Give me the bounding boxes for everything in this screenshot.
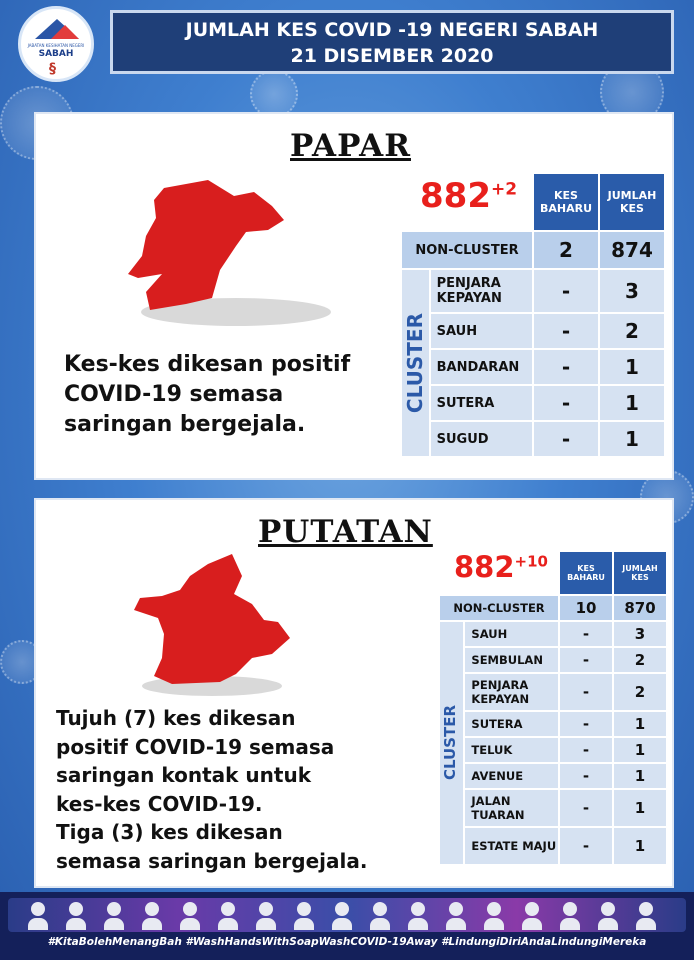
cluster-name: SAUH xyxy=(465,622,558,646)
table-row xyxy=(402,422,664,456)
cluster-total: 1 xyxy=(614,790,666,826)
table-row xyxy=(440,674,666,710)
non-cluster-total: 870 xyxy=(614,596,666,620)
table-row xyxy=(440,828,666,864)
cluster-new: - xyxy=(560,648,612,672)
person-icon xyxy=(598,902,618,930)
putatan-desc-line: semasa saringan bergejala. xyxy=(56,848,368,873)
cluster-name: TELUK xyxy=(465,738,558,762)
cluster-total: 1 xyxy=(600,422,664,456)
cluster-new: - xyxy=(534,350,598,384)
papar-desc-line: COVID-19 semasa xyxy=(64,382,284,407)
non-cluster-new: 10 xyxy=(560,596,612,620)
table-row xyxy=(402,350,664,384)
cluster-total: 2 xyxy=(600,314,664,348)
cluster-name: ESTATE MAJU xyxy=(465,828,558,864)
putatan-total-delta: +10 xyxy=(514,552,548,571)
person-icon xyxy=(484,902,504,930)
cluster-total: 1 xyxy=(614,738,666,762)
papar-total-value: 882 xyxy=(420,176,491,216)
cluster-total: 1 xyxy=(614,712,666,736)
cluster-new: - xyxy=(560,622,612,646)
cluster-total: 3 xyxy=(600,270,664,312)
person-icon xyxy=(636,902,656,930)
person-icon xyxy=(560,902,580,930)
putatan-panel xyxy=(34,498,674,888)
cluster-name: PENJARA KEPAYAN xyxy=(431,270,532,312)
cluster-label: CLUSTER xyxy=(403,312,427,414)
table-row xyxy=(440,790,666,826)
person-icon xyxy=(142,902,162,930)
non-cluster-total: 874 xyxy=(600,232,664,268)
table-row xyxy=(402,314,664,348)
non-cluster-new: 2 xyxy=(534,232,598,268)
putatan-desc-line: positif COVID-19 semasa xyxy=(56,734,335,759)
cluster-new: - xyxy=(560,712,612,736)
person-icon xyxy=(294,902,314,930)
cluster-total: 2 xyxy=(614,674,666,710)
cluster-total: 2 xyxy=(614,648,666,672)
header-date: 21 DISEMBER 2020 xyxy=(290,45,494,67)
person-icon xyxy=(332,902,352,930)
cluster-new: - xyxy=(534,386,598,420)
cluster-name: BANDARAN xyxy=(431,350,532,384)
cluster-label: CLUSTER xyxy=(441,705,459,781)
cluster-name: PENJARA KEPAYAN xyxy=(465,674,558,710)
person-icon xyxy=(370,902,390,930)
person-icon xyxy=(66,902,86,930)
putatan-total-value: 882 xyxy=(454,550,515,584)
table-row xyxy=(440,622,666,646)
putatan-title: PUTATAN xyxy=(258,514,433,550)
cluster-new: - xyxy=(534,270,598,312)
col-kes-baharu: KES BAHARU xyxy=(560,552,612,594)
cluster-new: - xyxy=(560,674,612,710)
header-title: JUMLAH KES COVID -19 NEGERI SABAH xyxy=(185,19,599,41)
cluster-total: 1 xyxy=(600,386,664,420)
footer-hashtags: #KitaBolehMenangBah #WashHandsWithSoapWashCOVID-19Away #LindungiDiriAndaLindungiMereka xyxy=(47,936,647,948)
table-row xyxy=(402,386,664,420)
col-kes-baharu: KES BAHARU xyxy=(534,174,598,230)
putatan-desc-line: saringan kontak untuk xyxy=(56,763,312,787)
logo-small-text: JABATAN KESIHATAN NEGERI xyxy=(27,43,85,48)
cluster-total: 1 xyxy=(614,764,666,788)
papar-title: PAPAR xyxy=(290,128,411,164)
cluster-new: - xyxy=(560,790,612,826)
cluster-name: SUTERA xyxy=(465,712,558,736)
cluster-name: AVENUE xyxy=(465,764,558,788)
table-row xyxy=(440,596,666,620)
logo-name: SABAH xyxy=(38,49,74,59)
papar-map-icon xyxy=(116,174,336,334)
non-cluster-label: NON-CLUSTER xyxy=(402,232,532,268)
cluster-new: - xyxy=(560,764,612,788)
person-icon xyxy=(28,902,48,930)
cluster-new: - xyxy=(534,314,598,348)
virus-decoration xyxy=(250,70,298,118)
putatan-desc-line: Tujuh (7) kes dikesan xyxy=(56,706,296,730)
table-row xyxy=(402,270,664,312)
cluster-name: SUTERA xyxy=(431,386,532,420)
logo-swish-icon: § xyxy=(49,61,56,77)
table-row xyxy=(440,648,666,672)
non-cluster-label: NON-CLUSTER xyxy=(440,596,558,620)
cluster-name: JALAN TUARAN xyxy=(465,790,558,826)
papar-desc-line: saringan bergejala. xyxy=(64,412,306,437)
putatan-case-table xyxy=(438,550,668,866)
putatan-description xyxy=(56,704,367,875)
papar-total-delta: +2 xyxy=(490,179,518,200)
person-icon xyxy=(408,902,428,930)
table-row xyxy=(402,232,664,268)
cluster-name: SAUH xyxy=(431,314,532,348)
cluster-total: 1 xyxy=(600,350,664,384)
cluster-total: 1 xyxy=(614,828,666,864)
person-icon xyxy=(180,902,200,930)
col-jumlah-kes: JUMLAH KES xyxy=(600,174,664,230)
table-row xyxy=(440,738,666,762)
papar-desc-line: Kes-kes dikesan positif xyxy=(64,352,351,377)
cluster-new: - xyxy=(534,422,598,456)
page-header xyxy=(110,10,674,74)
cluster-total: 3 xyxy=(614,622,666,646)
person-icon xyxy=(446,902,466,930)
papar-panel xyxy=(34,112,674,480)
putatan-map-icon xyxy=(132,550,312,700)
table-row xyxy=(440,712,666,736)
papar-description xyxy=(64,350,350,440)
cluster-name: SUGUD xyxy=(431,422,532,456)
cluster-new: - xyxy=(560,828,612,864)
cluster-name: SEMBULAN xyxy=(465,648,558,672)
frontliners-illustration xyxy=(8,898,686,932)
papar-case-table xyxy=(400,172,666,458)
person-icon xyxy=(256,902,276,930)
cluster-new: - xyxy=(560,738,612,762)
person-icon xyxy=(522,902,542,930)
putatan-desc-line: kes-kes COVID-19. xyxy=(56,791,263,816)
col-jumlah-kes: JUMLAH KES xyxy=(614,552,666,594)
person-icon xyxy=(104,902,124,930)
health-department-logo xyxy=(18,6,94,82)
person-icon xyxy=(218,902,238,930)
putatan-desc-line: Tiga (3) kes dikesan xyxy=(56,820,283,844)
table-row xyxy=(440,764,666,788)
footer-banner xyxy=(0,892,694,960)
